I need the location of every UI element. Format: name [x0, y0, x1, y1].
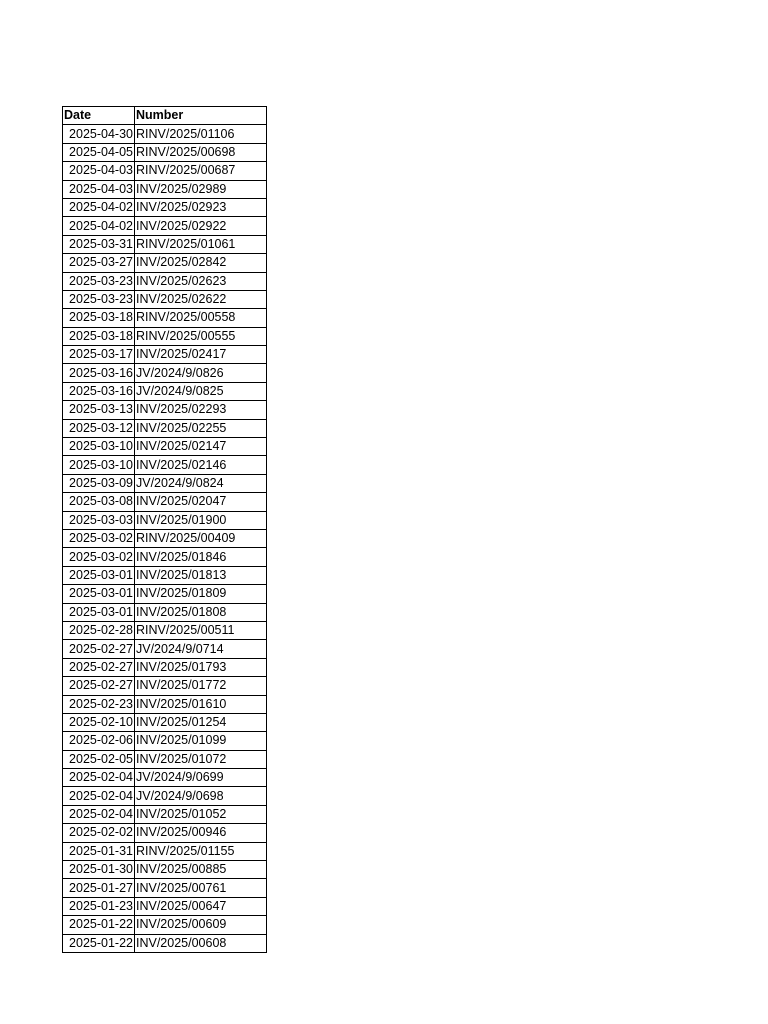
- table-row: [63, 327, 267, 345]
- cell-date: 2025-03-02: [63, 529, 135, 547]
- table-row: [63, 566, 267, 584]
- cell-number: JV/2024/9/0824: [135, 474, 267, 492]
- table-row: [63, 621, 267, 639]
- cell-date: 2025-01-22: [63, 934, 135, 952]
- cell-date: 2025-02-04: [63, 769, 135, 787]
- table-row: [63, 290, 267, 308]
- table-row: [63, 658, 267, 676]
- cell-number: INV/2025/02623: [135, 272, 267, 290]
- cell-date: 2025-02-27: [63, 640, 135, 658]
- cell-date: 2025-01-27: [63, 879, 135, 897]
- table-row: [63, 217, 267, 235]
- cell-number: INV/2025/02047: [135, 493, 267, 511]
- table-row: [63, 585, 267, 603]
- cell-date: 2025-03-01: [63, 566, 135, 584]
- cell-number: RINV/2025/00558: [135, 309, 267, 327]
- table-row: [63, 713, 267, 731]
- table-row: [63, 548, 267, 566]
- cell-number: INV/2025/02255: [135, 419, 267, 437]
- cell-date: 2025-01-31: [63, 842, 135, 860]
- cell-number: INV/2025/01772: [135, 677, 267, 695]
- table-row: [63, 879, 267, 897]
- table-row: [63, 235, 267, 253]
- table-row: [63, 456, 267, 474]
- cell-date: 2025-02-06: [63, 732, 135, 750]
- cell-number: INV/2025/02842: [135, 254, 267, 272]
- cell-number: INV/2025/01099: [135, 732, 267, 750]
- cell-date: 2025-03-08: [63, 493, 135, 511]
- table-row: [63, 364, 267, 382]
- cell-date: 2025-03-18: [63, 327, 135, 345]
- cell-number: INV/2025/01052: [135, 805, 267, 823]
- cell-date: 2025-03-31: [63, 235, 135, 253]
- table-row: [63, 346, 267, 364]
- cell-date: 2025-03-18: [63, 309, 135, 327]
- table-row: [63, 198, 267, 216]
- column-header-number: Number: [135, 107, 267, 125]
- cell-number: INV/2025/01846: [135, 548, 267, 566]
- cell-date: 2025-04-02: [63, 217, 135, 235]
- cell-date: 2025-01-23: [63, 897, 135, 915]
- cell-date: 2025-02-23: [63, 695, 135, 713]
- table-row: [63, 805, 267, 823]
- cell-date: 2025-04-03: [63, 162, 135, 180]
- table-row: [63, 143, 267, 161]
- table-row: [63, 511, 267, 529]
- cell-date: 2025-03-02: [63, 548, 135, 566]
- cell-number: INV/2025/01793: [135, 658, 267, 676]
- cell-number: INV/2025/02923: [135, 198, 267, 216]
- table-row: [63, 419, 267, 437]
- table-row: [63, 640, 267, 658]
- cell-date: 2025-04-30: [63, 125, 135, 143]
- cell-date: 2025-02-02: [63, 824, 135, 842]
- cell-date: 2025-03-01: [63, 603, 135, 621]
- table-row: [63, 916, 267, 934]
- cell-date: 2025-03-16: [63, 364, 135, 382]
- table-row: [63, 401, 267, 419]
- table-row: [63, 474, 267, 492]
- cell-date: 2025-02-04: [63, 787, 135, 805]
- cell-number: INV/2025/01900: [135, 511, 267, 529]
- cell-number: INV/2025/00946: [135, 824, 267, 842]
- cell-date: 2025-04-05: [63, 143, 135, 161]
- table-row: [63, 382, 267, 400]
- table-row: [63, 493, 267, 511]
- cell-date: 2025-01-22: [63, 916, 135, 934]
- table-row: [63, 438, 267, 456]
- table-row: [63, 529, 267, 547]
- table-row: [63, 125, 267, 143]
- table-row: [63, 861, 267, 879]
- cell-number: INV/2025/01610: [135, 695, 267, 713]
- cell-number: INV/2025/00647: [135, 897, 267, 915]
- table-row: [63, 934, 267, 952]
- cell-number: RINV/2025/01106: [135, 125, 267, 143]
- cell-number: JV/2024/9/0826: [135, 364, 267, 382]
- invoice-table: [62, 106, 267, 953]
- cell-date: 2025-02-04: [63, 805, 135, 823]
- cell-number: INV/2025/02622: [135, 290, 267, 308]
- cell-date: 2025-04-03: [63, 180, 135, 198]
- cell-date: 2025-03-03: [63, 511, 135, 529]
- table-row: [63, 769, 267, 787]
- cell-number: RINV/2025/00698: [135, 143, 267, 161]
- table-row: [63, 309, 267, 327]
- table-row: [63, 272, 267, 290]
- table-row: [63, 750, 267, 768]
- cell-date: 2025-02-10: [63, 713, 135, 731]
- cell-number: INV/2025/02417: [135, 346, 267, 364]
- cell-number: RINV/2025/00409: [135, 529, 267, 547]
- cell-number: RINV/2025/00555: [135, 327, 267, 345]
- cell-number: INV/2025/01809: [135, 585, 267, 603]
- cell-date: 2025-04-02: [63, 198, 135, 216]
- cell-date: 2025-02-27: [63, 677, 135, 695]
- cell-number: INV/2025/00761: [135, 879, 267, 897]
- cell-number: RINV/2025/00511: [135, 621, 267, 639]
- table-row: [63, 897, 267, 915]
- table-row: [63, 842, 267, 860]
- cell-number: INV/2025/00885: [135, 861, 267, 879]
- cell-number: INV/2025/02293: [135, 401, 267, 419]
- cell-number: JV/2024/9/0699: [135, 769, 267, 787]
- table-row: [63, 180, 267, 198]
- cell-date: 2025-01-30: [63, 861, 135, 879]
- table-row: [63, 787, 267, 805]
- table-row: [63, 677, 267, 695]
- cell-number: INV/2025/01254: [135, 713, 267, 731]
- cell-number: RINV/2025/00687: [135, 162, 267, 180]
- cell-date: 2025-03-23: [63, 290, 135, 308]
- cell-number: INV/2025/00608: [135, 934, 267, 952]
- cell-number: INV/2025/02922: [135, 217, 267, 235]
- cell-number: RINV/2025/01061: [135, 235, 267, 253]
- cell-number: INV/2025/02146: [135, 456, 267, 474]
- cell-date: 2025-03-17: [63, 346, 135, 364]
- table-row: [63, 695, 267, 713]
- column-header-date: Date: [63, 107, 135, 125]
- cell-number: JV/2024/9/0825: [135, 382, 267, 400]
- table-body: [63, 125, 267, 953]
- table-row: [63, 254, 267, 272]
- cell-number: INV/2025/02147: [135, 438, 267, 456]
- cell-number: INV/2025/02989: [135, 180, 267, 198]
- cell-date: 2025-03-27: [63, 254, 135, 272]
- cell-number: INV/2025/01808: [135, 603, 267, 621]
- cell-date: 2025-02-05: [63, 750, 135, 768]
- cell-number: JV/2024/9/0714: [135, 640, 267, 658]
- cell-number: INV/2025/00609: [135, 916, 267, 934]
- cell-date: 2025-03-16: [63, 382, 135, 400]
- table-row: [63, 732, 267, 750]
- cell-date: 2025-03-23: [63, 272, 135, 290]
- cell-number: JV/2024/9/0698: [135, 787, 267, 805]
- cell-date: 2025-03-10: [63, 438, 135, 456]
- cell-number: RINV/2025/01155: [135, 842, 267, 860]
- cell-date: 2025-03-09: [63, 474, 135, 492]
- table-row: [63, 824, 267, 842]
- cell-number: INV/2025/01813: [135, 566, 267, 584]
- cell-number: INV/2025/01072: [135, 750, 267, 768]
- table-header-row: [63, 107, 267, 125]
- cell-date: 2025-03-10: [63, 456, 135, 474]
- cell-date: 2025-03-13: [63, 401, 135, 419]
- table-row: [63, 603, 267, 621]
- cell-date: 2025-03-01: [63, 585, 135, 603]
- cell-date: 2025-02-27: [63, 658, 135, 676]
- cell-date: 2025-02-28: [63, 621, 135, 639]
- cell-date: 2025-03-12: [63, 419, 135, 437]
- table-row: [63, 162, 267, 180]
